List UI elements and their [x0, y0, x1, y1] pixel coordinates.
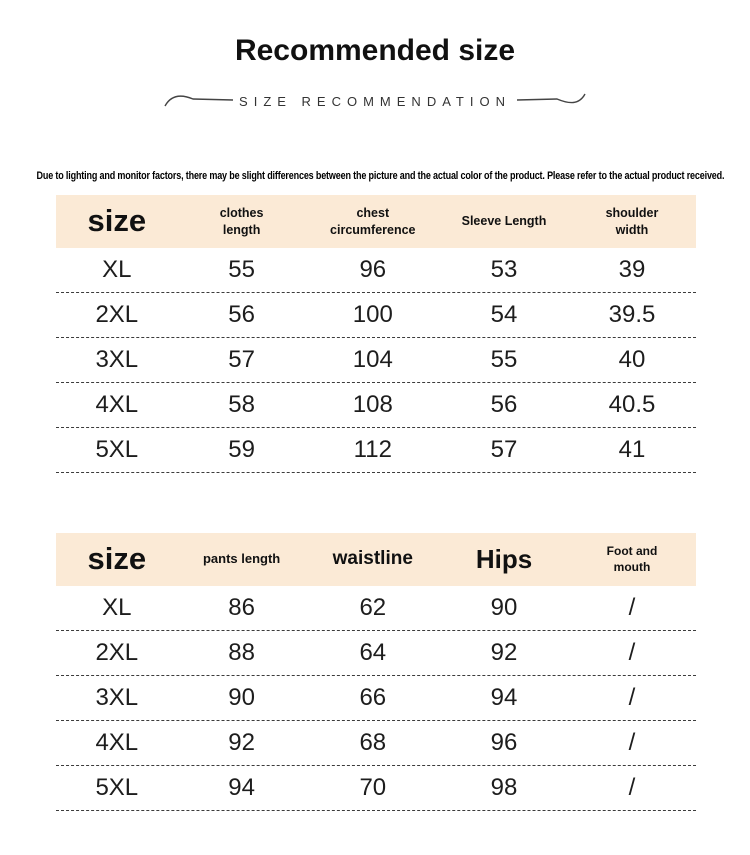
measurement-cell: /: [628, 774, 636, 801]
size-row-4xl: [56, 721, 696, 766]
measurement-cell: 112: [353, 436, 392, 463]
size-row-5xl: [56, 428, 696, 473]
measurement-cell: 98: [490, 774, 518, 801]
measurement-cell: 40: [618, 346, 646, 373]
measurement-cell: 100: [352, 301, 393, 328]
size-label-cell: 2XL: [95, 639, 139, 666]
measurement-cell: 94: [228, 774, 255, 801]
measurement-cell: /: [628, 729, 636, 756]
header-cell-size: size: [87, 541, 147, 577]
measurement-cell: 96: [359, 256, 387, 283]
measurement-cell: 66: [359, 684, 387, 711]
measurement-cell: /: [628, 684, 636, 711]
measurement-cell: 40.5: [608, 391, 656, 418]
header-cell-chest-circumference: chest circumference: [330, 206, 416, 237]
measurement-cell: 59: [228, 436, 255, 463]
table-header-row: [56, 195, 696, 248]
header-cell-size: size: [87, 203, 147, 239]
measurement-cell: /: [628, 594, 636, 621]
header-cell-pants-length: pants length: [202, 551, 281, 567]
table-header-row: [56, 533, 696, 586]
size-row-2xl: [56, 293, 696, 338]
measurement-cell: 92: [490, 639, 518, 666]
measurement-cell: /: [628, 639, 636, 666]
measurement-cell: 56: [490, 391, 518, 418]
banner-right-line-icon: [517, 90, 587, 112]
measurement-cell: 92: [228, 729, 255, 756]
header-cell-sleeve-length: Sleeve Length: [461, 214, 547, 229]
size-label-cell: XL: [102, 256, 132, 283]
measurement-cell: 55: [490, 346, 518, 373]
page-title: Recommended size: [234, 34, 516, 67]
header-cell-clothes-length: clothes length: [219, 206, 264, 237]
measurement-cell: 57: [228, 346, 255, 373]
header-cell-foot-and-mouth: Foot and mouth: [606, 543, 658, 574]
size-row-4xl: [56, 383, 696, 428]
measurement-cell: 54: [490, 301, 518, 328]
measurement-cell: 88: [228, 639, 255, 666]
disclaimer-row: [0, 170, 750, 182]
size-label-cell: XL: [102, 594, 132, 621]
banner-label: SIZE RECOMMENDATION: [239, 93, 511, 109]
measurement-cell: 39.5: [608, 301, 656, 328]
measurement-cell: 94: [490, 684, 518, 711]
size-row-3xl: [56, 338, 696, 383]
measurement-cell: 55: [228, 256, 255, 283]
size-row-3xl: [56, 676, 696, 721]
size-label-cell: 5XL: [95, 436, 139, 463]
size-label-cell: 3XL: [95, 346, 139, 373]
measurement-cell: 90: [228, 684, 255, 711]
size-label-cell: 5XL: [95, 774, 139, 801]
measurement-cell: 56: [228, 301, 255, 328]
lower-garment-size-table: [56, 533, 696, 811]
measurement-cell: 70: [359, 774, 387, 801]
measurement-cell: 57: [490, 436, 518, 463]
measurement-cell: 108: [352, 391, 393, 418]
upper-garment-size-table: [56, 195, 696, 473]
disclaimer-text: Due to lighting and monitor factors, there may be slight differences between the picture and the actual color of the product. Please refer to the actual product received.: [36, 170, 725, 182]
size-row-5xl: [56, 766, 696, 811]
measurement-cell: 58: [228, 391, 255, 418]
banner-left-line-icon: [163, 90, 233, 112]
measurement-cell: 68: [359, 729, 387, 756]
size-label-cell: 4XL: [95, 391, 139, 418]
measurement-cell: 41: [618, 436, 646, 463]
measurement-cell: 104: [352, 346, 393, 373]
header-cell-shoulder-width: shoulder width: [605, 206, 659, 237]
size-label-cell: 3XL: [95, 684, 139, 711]
size-label-cell: 2XL: [95, 301, 139, 328]
size-row-xl: [56, 248, 696, 293]
measurement-cell: 62: [359, 594, 387, 621]
size-row-2xl: [56, 631, 696, 676]
measurement-cell: 96: [490, 729, 518, 756]
measurement-cell: 39: [618, 256, 646, 283]
size-row-xl: [56, 586, 696, 631]
measurement-cell: 53: [490, 256, 518, 283]
size-label-cell: 4XL: [95, 729, 139, 756]
measurement-cell: 86: [228, 594, 255, 621]
header-cell-hips: Hips: [475, 543, 533, 574]
size-recommendation-banner: [0, 88, 750, 114]
header-cell-waistline: waistline: [332, 548, 413, 570]
measurement-cell: 90: [490, 594, 518, 621]
measurement-cell: 64: [359, 639, 387, 666]
